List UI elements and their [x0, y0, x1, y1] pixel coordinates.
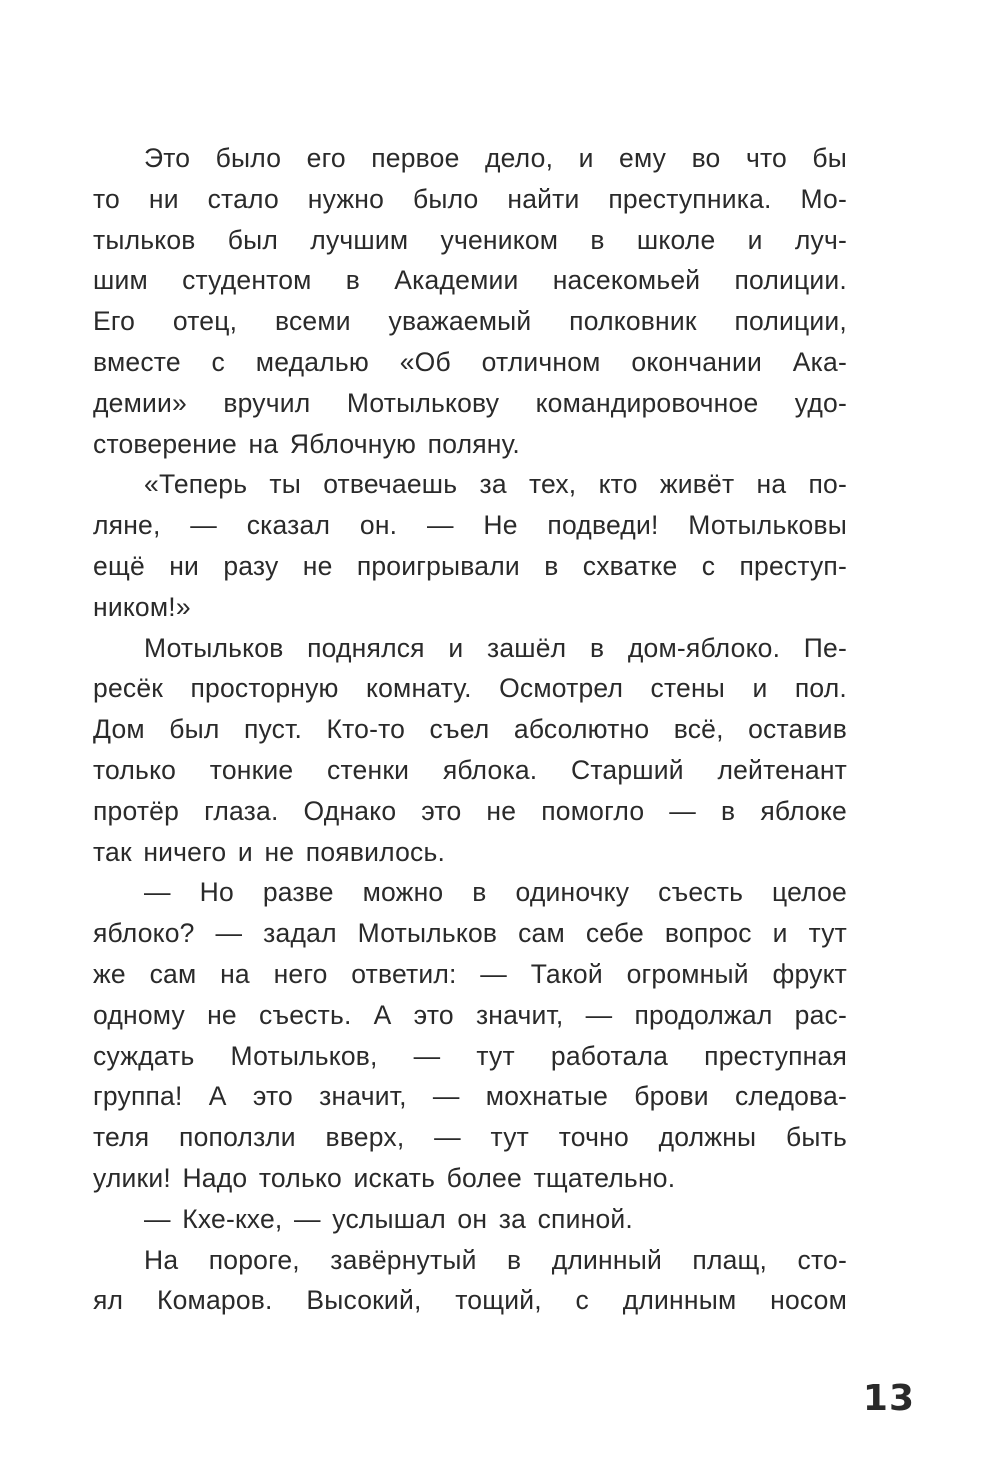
text-line: теля поползли вверх, — тут точно должны быть — [93, 1122, 847, 1153]
text-line: тыльков был лучшим учеником в школе и луч- — [93, 224, 847, 255]
text-line: то ни стало нужно было найти преступника. Мо- — [93, 183, 847, 214]
page-number: 13 — [862, 1378, 915, 1419]
text-line: одному не съесть. А это значит, — продолжал рас- — [93, 999, 847, 1030]
text-line: Это было его первое дело, и ему во что бы — [144, 143, 847, 173]
text-line: только тонкие стенки яблока. Старший лейтенант — [93, 754, 847, 785]
text-line: Дом был пуст. Кто-то съел абсолютно всё, оставив — [93, 714, 847, 745]
text-line: вместе с медалью «Об отличном окончании Ака- — [93, 346, 847, 377]
text-line: «Теперь ты отвечаешь за тех, кто живёт на по- — [144, 469, 847, 500]
text-line: так ничего и не появилось. — [93, 836, 446, 867]
text-line: стоверение на Яблочную поляну. — [93, 428, 520, 459]
text-line: ял Комаров. Высокий, тощий, с длинным носом — [93, 1285, 847, 1316]
text-line: Мотыльков поднялся и зашёл в дом-яблоко. Пе- — [144, 632, 847, 663]
body-text — [93, 138, 847, 1321]
text-line: ляне, — сказал он. — Не подведи! Мотыльковы — [93, 510, 847, 541]
text-line: суждать Мотыльков, — тут работала преступная — [93, 1040, 847, 1071]
text-line: демии» вручил Мотылькову командировочное удо- — [93, 387, 847, 418]
text-line: группа! А это значит, — мохнатые брови следова- — [93, 1081, 847, 1112]
text-line: протёр глаза. Однако это не помогло — в яблоке — [93, 795, 847, 826]
text-line: улики! Надо только искать более тщательно. — [93, 1162, 676, 1193]
text-line: шим студентом в Академии насекомьей полиции. — [93, 265, 847, 296]
text-line: яблоко? — задал Мотыльков сам себе вопрос и тут — [93, 918, 847, 949]
text-line: Его отец, всеми уважаемый полковник полиции, — [93, 306, 847, 337]
text-line: ресёк просторную комнату. Осмотрел стены и пол. — [93, 673, 847, 704]
text-line: ником!» — [93, 591, 191, 622]
text-line: — Но разве можно в одиночку съесть целое — [144, 877, 847, 908]
text-line: — Кхе-кхе, — услышал он за спиной. — [144, 1203, 633, 1234]
text-line: На пороге, завёрнутый в длинный плащ, сто- — [144, 1244, 847, 1275]
text-line: ещё ни разу не проигрывали в схватке с преступ- — [93, 550, 847, 581]
text-line: же сам на него ответил: — Такой огромный фрукт — [93, 958, 847, 989]
